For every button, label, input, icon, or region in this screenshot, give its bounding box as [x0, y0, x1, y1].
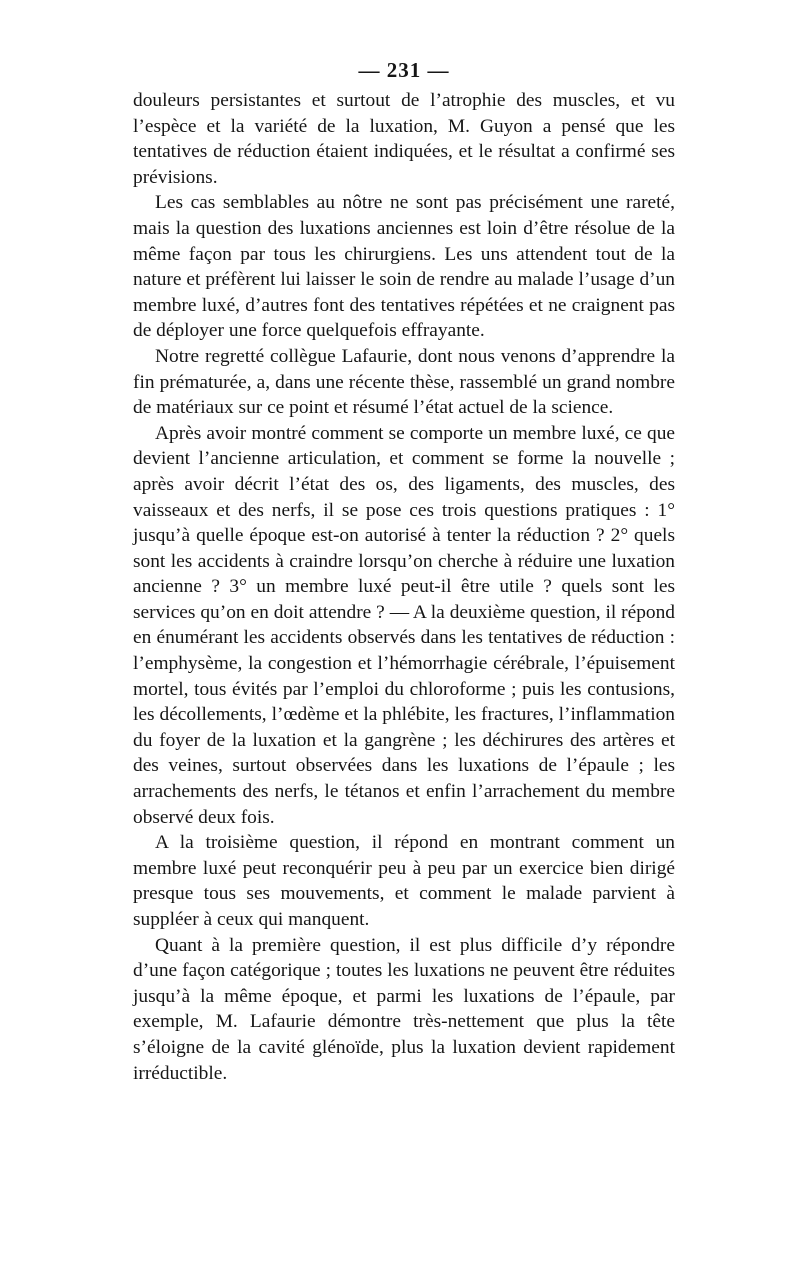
- paragraph: Les cas semblables au nôtre ne sont pas précisément une rareté, mais la question des luxations anciennes est loin d’être résolue de la même façon par tous les chirurgiens. Les uns attendent tout de la nature et préfèrent lui laisser le soin de rendre au malade l’usage d’un membre luxé, d’autres font des tentatives répétées et ne craignent pas de déployer une force quelquefois effrayante.: [133, 192, 675, 342]
- paragraph: A la troisième question, il répond en montrant comment un membre luxé peut reconquérir peu à peu par un exercice bien dirigé presque tous ses mouvements, et comment le malade parvient à suppléer à ceux qui manquent.: [133, 832, 675, 930]
- paragraph: douleurs persistantes et surtout de l’atrophie des muscles, et vu l’espèce et la variété de la luxation, M. Guyon a pensé que les tentatives de réduction étaient indiquées, et le résultat a confirmé ses prévisions.: [133, 90, 675, 188]
- book-page: [133, 58, 675, 1086]
- paragraph: Après avoir montré comment se comporte un membre luxé, ce que devient l’ancienne articulation, et comment se forme la nouvelle ; après avoir décrit l’état des os, des ligaments, des muscles, des vaisseaux et des nerfs, il se pose ces trois questions pratiques : 1° jusqu’à quelle époque est-on autorisé à tenter la réduction ? 2° quels sont les accidents à craindre lorsqu’on cherche à réduire une luxation ancienne ? 3° un membre luxé peut-il être utile ? quels sont les services qu’on en doit attendre ? — A la deuxième question, il répond en énumérant les accidents observés dans les tentatives de réduction : l’emphysème, la congestion et l’hémorrhagie cérébrale, l’épuisement mortel, tous évités par l’emploi du chloroforme ; puis les contusions, les décollements, l’œdème et la phlébite, les fractures, l’inflammation du foyer de la luxation et la gangrène ; les déchirures des artères et des veines, surtout observées dans les luxations de l’épaule ; les arrachements des nerfs, le tétanos et enfin l’arrachement du membre observé deux fois.: [133, 422, 675, 828]
- page-number: — 231 —: [358, 58, 450, 82]
- paragraph: Notre regretté collègue Lafaurie, dont nous venons d’apprendre la fin prématurée, a, dans une récente thèse, rassemblé un grand nombre de matériaux sur ce point et résumé l’état actuel de la science.: [133, 345, 675, 419]
- paragraph: Quant à la première question, il est plus difficile d’y répondre d’une façon catégorique ; toutes les luxations ne peuvent être réduites jusqu’à la même époque, et parmi les luxations de l’épaule, par exemple, M. Lafaurie démontre très-nettement que plus la tête s’éloigne de la cavité glénoïde, plus la luxation devient rapidement irréductible.: [133, 934, 675, 1084]
